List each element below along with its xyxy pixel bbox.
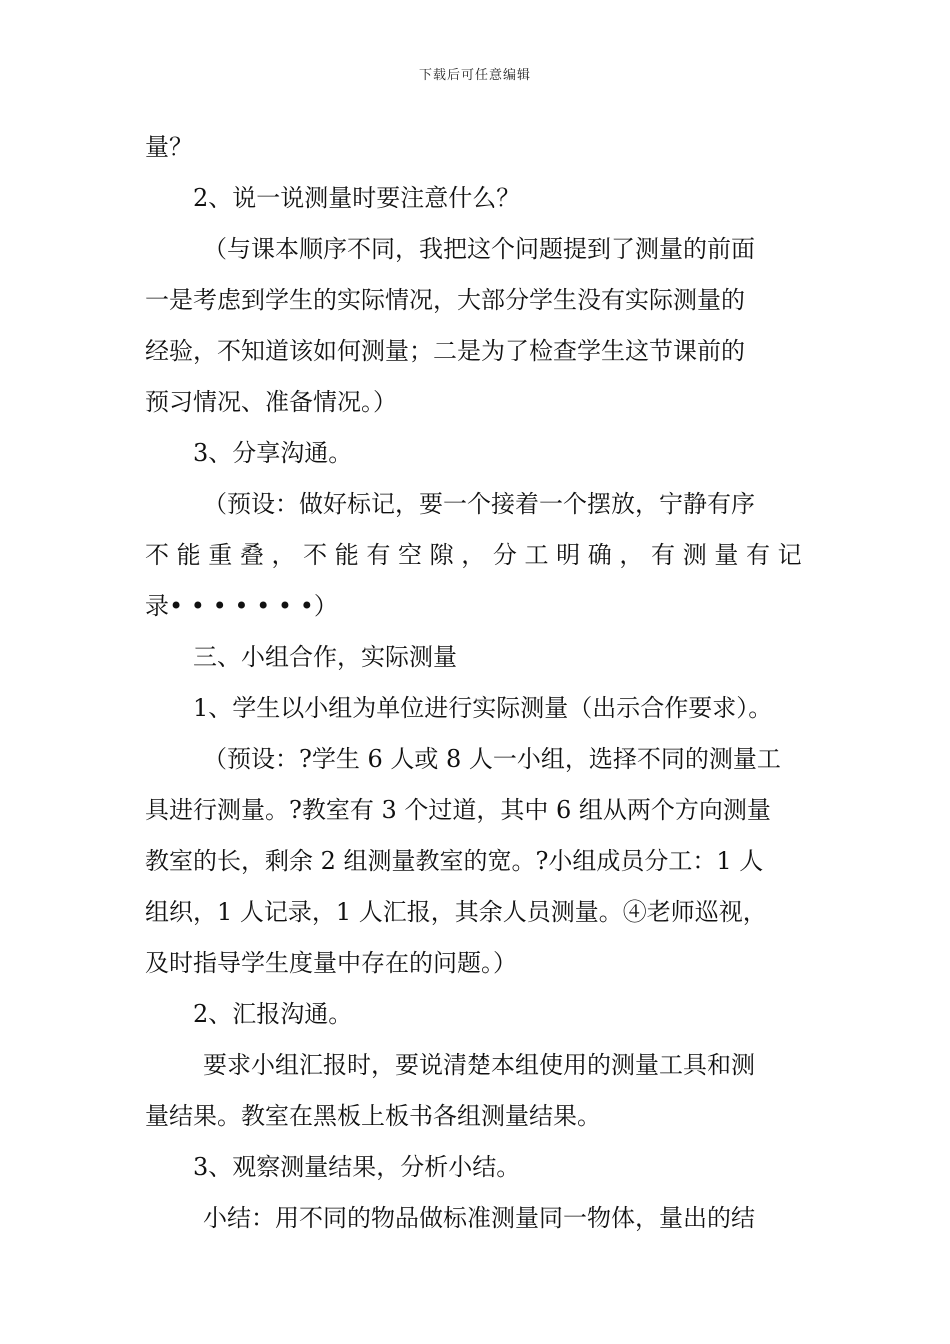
- text-line: 及时指导学生度量中存在的问题。）: [145, 949, 517, 977]
- text-line: 具进行测量。?教室有 3 个过道，其中 6 组从两个方向测量: [145, 796, 771, 824]
- text-line: 一是考虑到学生的实际情况，大部分学生没有实际测量的: [145, 286, 745, 314]
- text-line: 组织，1 人记录，1 人汇报，其余人员测量。④老师巡视，: [145, 898, 767, 926]
- text-line: （与课本顺序不同，我把这个问题提到了测量的前面: [203, 235, 755, 263]
- text-line: 1、学生以小组为单位进行实际测量（出示合作要求）。: [193, 694, 773, 722]
- text-line: 2、汇报沟通。: [193, 1000, 353, 1028]
- text-line: 要求小组汇报时，要说清楚本组使用的测量工具和测: [203, 1051, 755, 1079]
- text-line: 经验，不知道该如何测量；二是为了检查学生这节课前的: [145, 337, 745, 365]
- text-line: 预习情况、准备情况。）: [145, 388, 397, 416]
- text-line: 小结：用不同的物品做标准测量同一物体，量出的结: [203, 1204, 755, 1232]
- page-header: 下载后可任意编辑: [418, 68, 531, 83]
- document-body: [145, 122, 807, 1244]
- text-line: 量结果。教室在黑板上板书各组测量结果。: [145, 1102, 601, 1130]
- text-line: 不 能 重 叠 ， 不 能 有 空 隙 ， 分 工 明 确 ， 有 测 量 有 记: [145, 541, 802, 569]
- text-line: 2、说一说测量时要注意什么？: [193, 184, 521, 212]
- text-line: 3、分享沟通。: [193, 439, 353, 467]
- text-line: 3、观察测量结果，分析小结。: [193, 1153, 521, 1181]
- text-line: 量？: [145, 133, 193, 161]
- text-line: 录• • • • • • •）: [145, 592, 338, 620]
- text-line: （预设：?学生 6 人或 8 人一小组，选择不同的测量工: [203, 745, 781, 773]
- text-line: （预设：做好标记，要一个接着一个摆放，宁静有序: [203, 490, 755, 518]
- text-line: 教室的长，剩余 2 组测量教室的宽。?小组成员分工：1 人: [145, 847, 764, 875]
- section-heading: 三、小组合作，实际测量: [193, 643, 457, 671]
